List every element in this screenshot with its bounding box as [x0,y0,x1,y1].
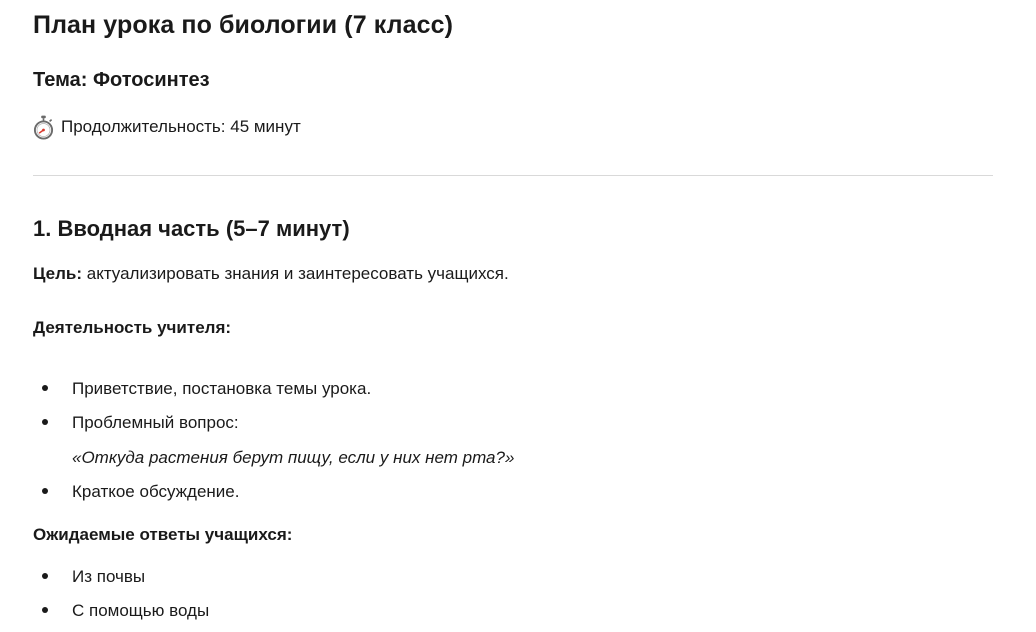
teacher-activity-label: Деятельность учителя: [33,318,232,337]
goal-line [33,261,993,286]
page-title: План урока по биологии (7 класс) [33,11,454,39]
list-item [33,376,993,401]
list-item [33,564,993,589]
section-divider [33,175,993,176]
duration-line [33,114,993,140]
list-item-text: Проблемный вопрос: [72,413,239,432]
goal-text: актуализировать знания и заинтересовать учащихся. [86,264,509,283]
list-item [33,598,993,623]
list-item-text: Краткое обсуждение. [72,482,240,501]
list-item-text: С помощью воды [72,601,210,620]
topic-subtitle: Тема: Фотосинтез [33,69,210,91]
duration-text: Продолжительность: 45 минут [61,117,301,136]
stopwatch-icon [33,115,54,140]
expected-answers-label: Ожидаемые ответы учащихся: [33,525,293,544]
expected-answers-list [33,564,993,623]
problem-question-quote: «Откуда растения берут пищу, если у них нет рта?» [72,448,515,467]
section-heading: 1. Вводная часть (5–7 минут) [33,216,350,241]
list-item-text: Приветствие, постановка темы урока. [72,379,372,398]
list-item [33,479,993,504]
list-item [33,410,993,470]
list-item-text: Из почвы [72,567,146,586]
teacher-activity-list [33,376,993,504]
goal-label: Цель: [33,264,82,283]
